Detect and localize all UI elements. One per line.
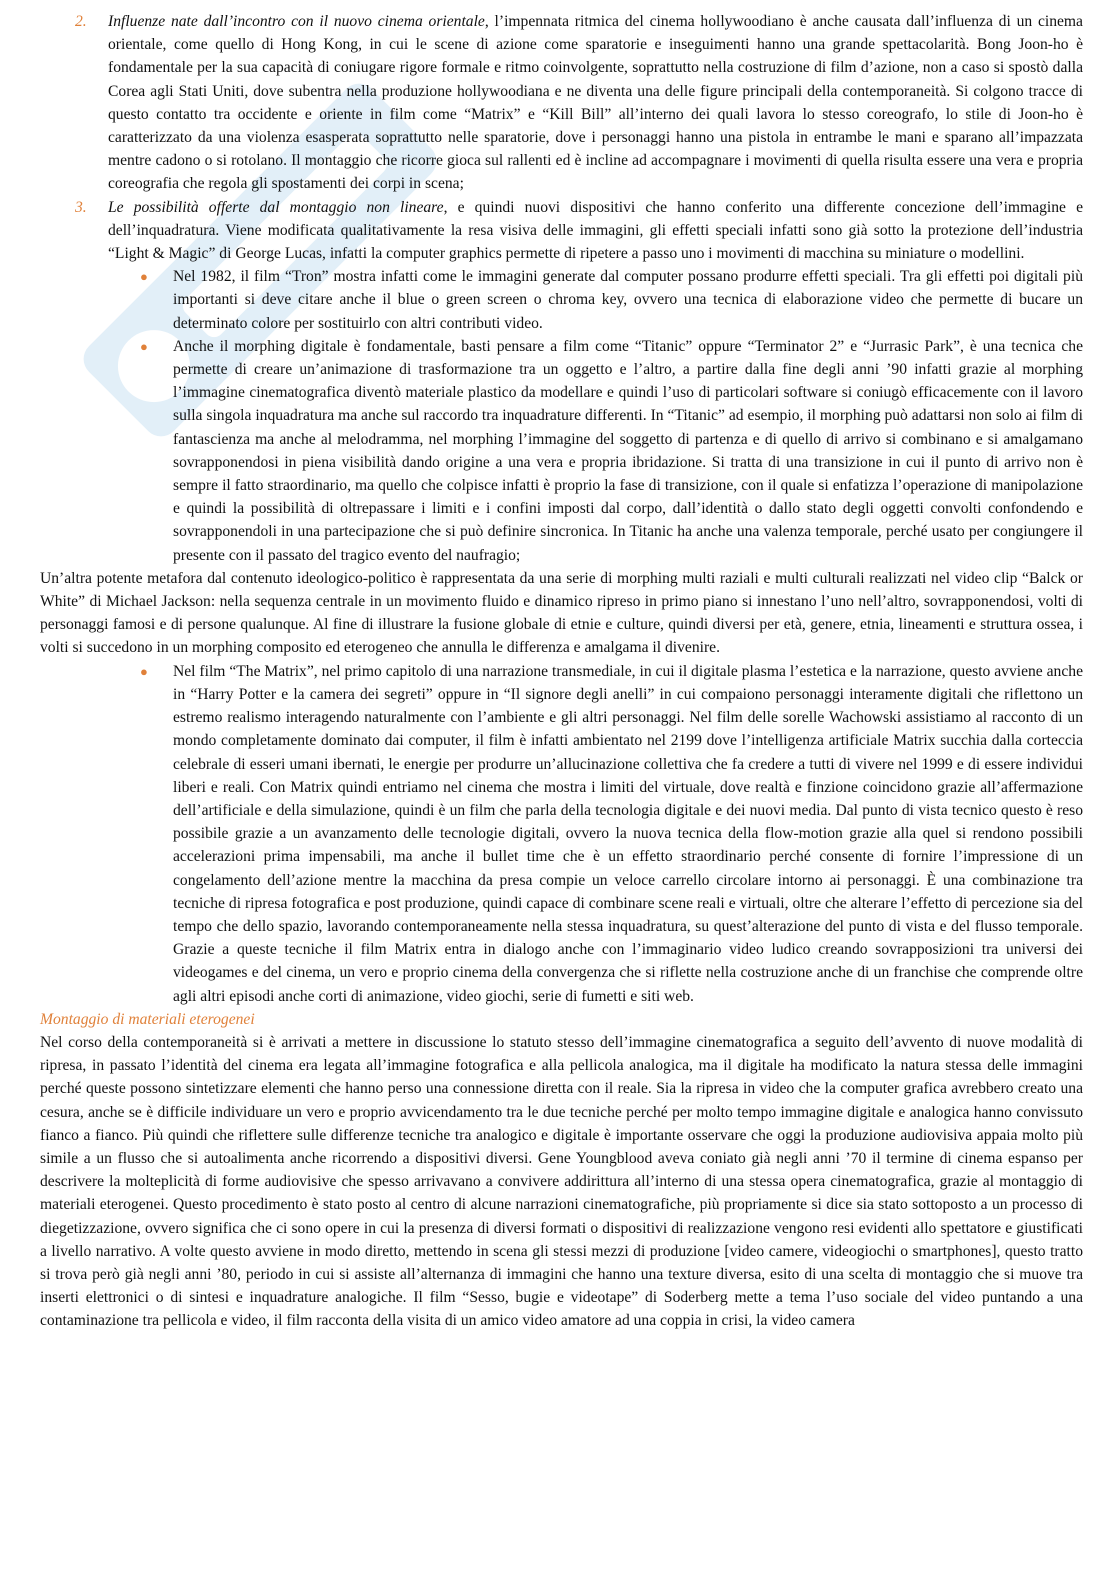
document-page <box>40 10 1083 1333</box>
bullet-text: Anche il morphing digitale è fondamentale, basti pensare a film come “Titanic” oppure “Terminator 2” e “Jurrasic Park”, è una tecnica che permette di creare un’animazione di trasformazione tra un oggetto e l’altro, a partire dalla fine degli anni ’90 infatti grazie al morphing l’immagine cinematografica diventò materiale plastico da modellare e quindi l’uso di particolari software si coniugò efficacemente con il lavoro sulla singola inquadratura ma anche sul raccordo tra inquadrature differenti. In “Titanic” ad esempio, il morphing può adattarsi non solo ai film di fantascienza ma anche al melodramma, nel morphing l’immagine del soggetto di partenza e di quello di arrivo si combinano e si amalgamano sovrapponendosi in piena visibilità dando origine a una vera e propria ibridazione. Si tratta di una transizione in cui il punto di arrivo non è sempre il fatto straordinario, ma quello che colpisce infatti è proprio la fase di transizione, con il quale si enfatizza l’operazione di manipolazione e quindi la possibilità di oltrepassare i limiti e i confini imposti dal corpo, dall’identità o dallo stato degli oggetti convolti confondendo e sovrapponendoli in una partecipazione che si può definire sincronica. In Titanic ha anche una valenza temporale, perché usato per congiungere il presente con il passato del tragico evento del naufragio; <box>173 337 1083 564</box>
list-item-lead: Influenze nate dall’incontro con il nuovo cinema orientale <box>108 13 485 30</box>
list-item-lead: Le possibilità offerte dal montaggio non lineare <box>108 198 444 216</box>
list-item <box>75 10 1083 196</box>
bullet-text: Nel 1982, il film “Tron” mostra infatti come le immagini generate dal computer possano produrre effetti speciali. Tra gli effetti poi digitali più importanti si deve citare anche il blue o green screen o chroma key, ovvero una tecnica di elaborazione video che permette di bucare un determinato colore per sostituirlo con altri contributi video. <box>173 268 1083 332</box>
bullet-icon: ● <box>140 269 148 285</box>
list-number: 3. <box>75 198 87 216</box>
list-item-text: , l’impennata ritmica del cinema hollywoodiano è anche causata dall’influenza di un cinema orientale, come quello di Hong Kong, in cui le scene di azione come sparatorie e inseguimenti hanno una grande spettacolarità. Bong Joon-ho è fondamentale per la sua capacità di coniugare rigore formale e ritmo coinvolgente, soprattutto nella costruzione di film d’azione, non a caso si spostò dalla Corea agli Stati Uniti, dove subentra nella produzione hollywoodiana e ne diventa una delle figure principali della contemporaneità. Si colgono tracce di questo contatto tra occidente e oriente in film come “Matrix” e “Kill Bill” all’interno dei quali lavora lo stesso coreografo, lo stile di Joon-ho è caratterizzato da una violenza esasperata soprattutto nelle sparatorie, dove i personaggi hanno una pistola in entrambe le mani e sparano all’impazzata mentre cadono o si rotolano. Il montaggio che ricorre gioca sul rallenti ed è incline ad accompagnare i movimenti di quella risulta essere una vera e propria coreografia che regola gli spostamenti dei corpi in scena; <box>108 13 1083 193</box>
bullet-icon: ● <box>140 663 148 679</box>
list-item <box>75 196 1083 266</box>
bullet-list <box>40 660 1083 1008</box>
numbered-list <box>40 10 1083 265</box>
paragraph-final: Nel corso della contemporaneità si è arrivati a mettere in discussione lo statuto stesso dell’immagine cinematografica a seguito dell’avvento di nuove modalità di ripresa, in passato l’identità del cinema era legata all’immagine fotografica e alla pellicola analogica, ma il digitale ha modificato la natura stessa delle immagini perché queste possono sintetizzare elementi che hanno perso una connessione diretta con il reale. Sia la ripresa in video che la computer grafica avrebbero creato una cesura, anche se è difficile individuare un vero e proprio avvicendamento tra le due tecniche perché per molto tempo immagine digitale e analogica hanno convissuto fianco a fianco. Più quindi che riflettere sulle differenze tecniche tra analogico e digitale è importante osservare che oggi la produzione audiovisiva appaia molto più simile a un flusso che si autoalimenta anche ricorrendo a dispositivi diversi. Gene Youngblood aveva coniato già negli anni ’70 il termine di cinema espanso per descrivere la molteplicità di forme audiovisive che spesso arrivavano a convivere addirittura all’interno di una stessa opera cinematografica, grazie al montaggio di materiali eterogenei. Questo procedimento è stato posto al centro di alcune narrazioni cinematografiche, più propriamente si dice sia stato sottoposto a un processo di diegetizzazione, ovvero significa che ci sono opere in cui la presenza di diversi formati o dispositivi di realizzazione vengono resi evidenti allo spettatore e giustificati a livello narrativo. A volte questo avviene in modo diretto, mettendo in scena gli stessi mezzi di produzione [video camere, videogiochi o smartphones], questo tratto si trova però già negli anni ’80, periodo in cui si assiste all’alternanza di immagini che hanno una texture diversa, esito di una scelta di montaggio che si muove tra inserti elettronici o di sintesi e inquadrature analogiche. Il film “Sesso, bugie e videotape” di Soderberg mette a tema l’uso sociale del video puntando a una contaminazione tra pellicola e video, il film racconta della visita di un amico video amatore ad una coppia in crisi, la video camera <box>40 1033 1083 1330</box>
section-heading: Montaggio di materiali eterogenei <box>40 1010 255 1028</box>
bullet-item <box>140 265 1083 335</box>
list-item-text: , e quindi nuovi dispositivi che hanno conferito una differente concezione dell’immagine e dell’inquadratura. Viene modificata qualitativamente la resa visiva delle immagini, gli effetti speciali infatti sono già sotto la protezione dell’industria “Light & Magic” di George Lucas, infatti la computer graphics permette di ripetere a passo uno i movimenti di macchina su miniature o modellini. <box>108 198 1083 263</box>
bullet-list <box>40 265 1083 567</box>
bullet-item <box>140 660 1083 1008</box>
bullet-icon: ● <box>140 338 148 354</box>
paragraph-michael-jackson: Un’altra potente metafora dal contenuto ideologico-politico è rappresentata da una serie di morphing multi raziali e multi culturali realizzati nel video clip “Balck or White” di Michael Jackson: nella sequenza centrale in un movimento fluido e dinamico ripreso in primo piano si innestano l’uno nell’altro, sovrapponendosi, volti di personaggi famosi e di persone qualunque. Al fine di illustrare la fusione globale di etnie e culture, quindi diversi per età, genere, etnia, lineamenti e struttura ossea, i volti si succedono in un morphing composito ed eterogeneo che annulla le differenza e amalgama il divenire. <box>40 569 1083 657</box>
bullet-item <box>140 335 1083 567</box>
list-number: 2. <box>75 13 87 30</box>
bullet-text: Nel film “The Matrix”, nel primo capitolo di una narrazione transmediale, in cui il digitale plasma l’estetica e la narrazione, questo avviene anche in “Harry Potter e la camera dei segreti” oppure in “Il signore degli anelli” in cui compaiono personaggi interamente digitali che riflettono un estremo realismo interagendo naturalmente con l’ambiente e gli altri personaggi. Nel film delle sorelle Wachowski assistiamo al racconto di un mondo completamente dominato dai computer, il film è infatti ambientato nel 2199 dove l’intelligenza artificiale Matrix succhia dalla corteccia celebrale di esseri umani ibernati, le energie per produrre un’allucinazione collettiva che fa credere a tutti di vivere nel 1999 e di essere individui liberi e reali. Con Matrix quindi entriamo nel cinema che mostra i limiti del virtuale, dove realtà e finzione coincidono grazie all’affermazione dell’artificiale e della simulazione, quindi è un film che parla della tecnologia digitale e dei nuovi media. Dal punto di vista tecnico questo è reso possibile grazie a un avanzamento delle tecnologie digitali, ovvero la nuova tecnica della flow-motion grazie alla quel si rendono possibili accelerazioni prima impensabili, ma anche il bullet time che è un effetto straordinario perché consente di fornire l’impressione di un congelamento dell’azione mentre la macchina da presa compie un veloce carrello circolare intorno ai personaggi. È una combinazione tra tecniche di ripresa fotografica e post produzione, quindi capace di combinare scene reali e virtuali, oltre che alterare l’effetto di percezione sia del tempo che dello spazio, lavorando contemporaneamente nella stessa inquadratura, su quest’alterazione del punto di vista e del flusso temporale. Grazie a queste tecniche il film Matrix entra in dialogo anche con l’immaginario video ludico creando sovrapposizioni tra universi dei videogames e del cinema, un vero e proprio cinema della convergenza che si riflette nella costruzione anche di un franchise che comprende oltre agli altri episodi anche corti di animazione, video giochi, serie di fumetti e siti web. <box>173 662 1083 1005</box>
